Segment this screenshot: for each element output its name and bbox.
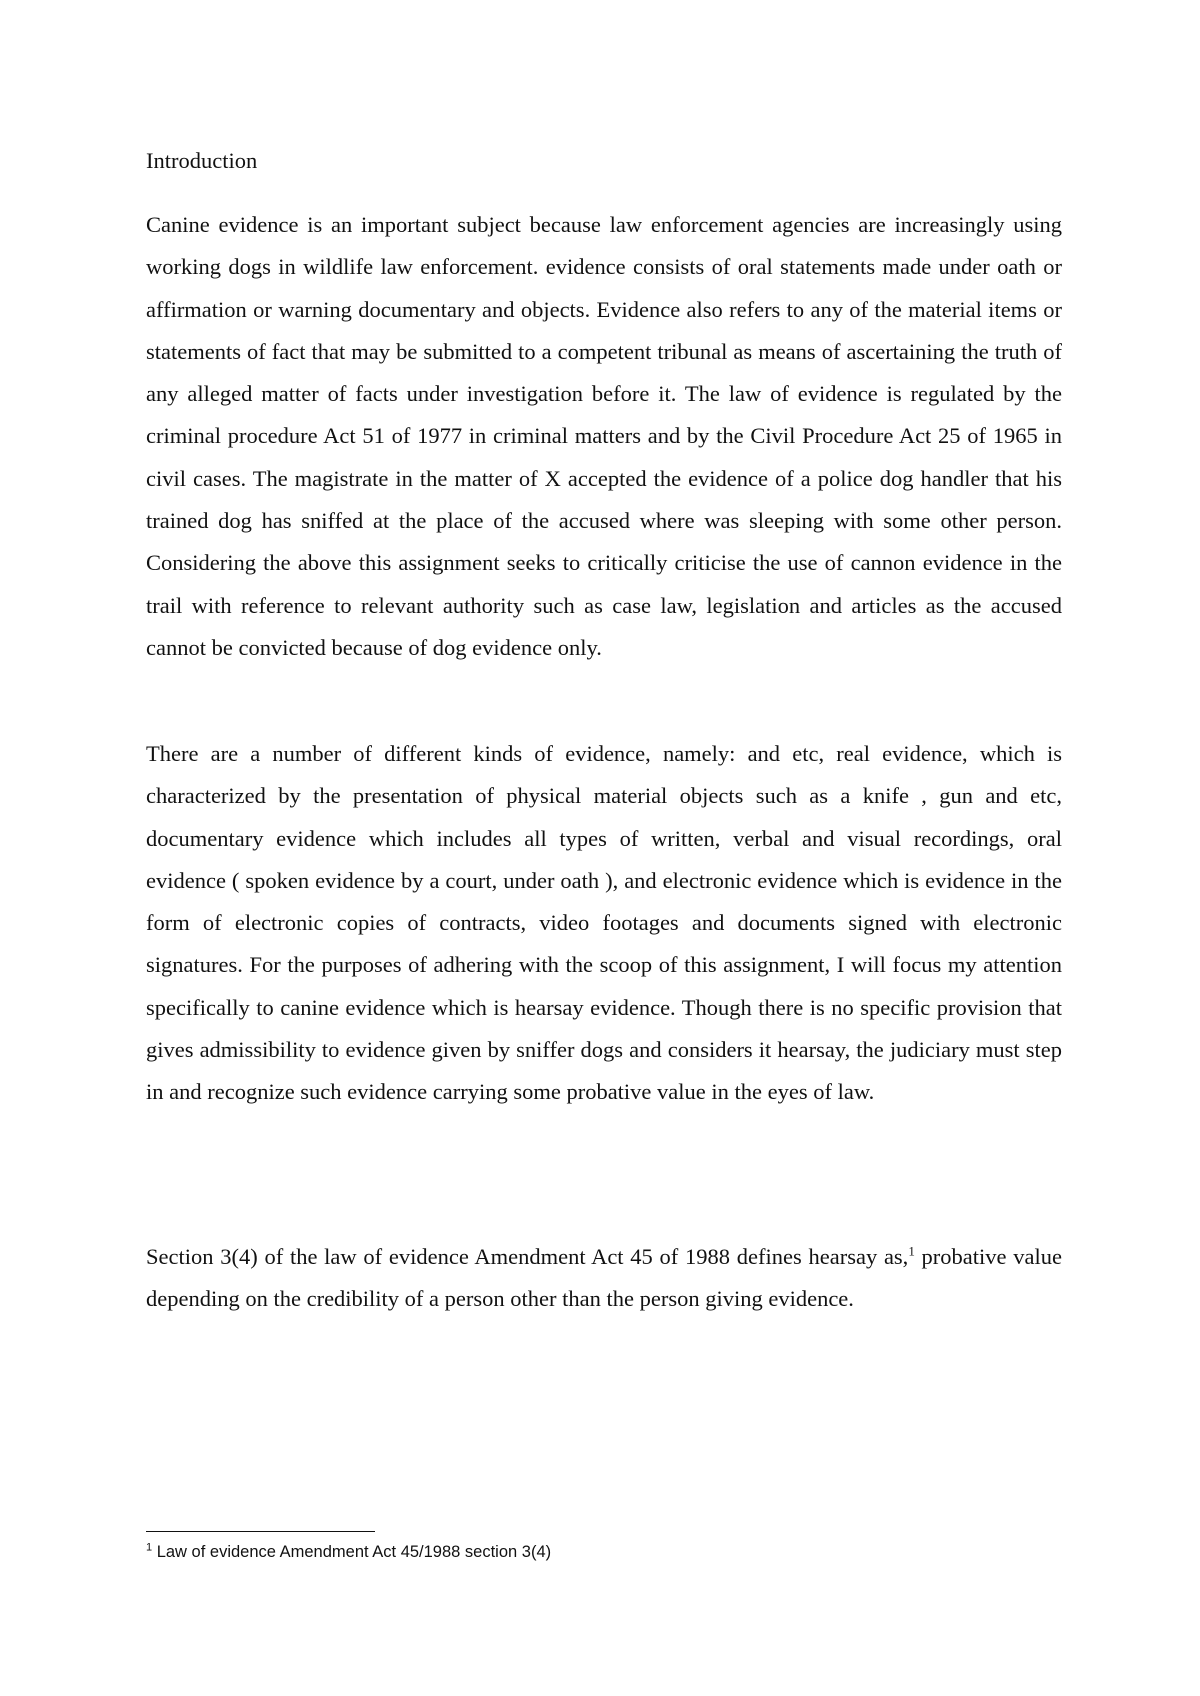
paragraph-3-text-start: Section 3(4) of the law of evidence Amendment Act 45 of 1988 defines hearsay as, <box>146 1244 909 1269</box>
footnote-mark: 1 <box>146 1541 153 1554</box>
body-paragraph-1: Canine evidence is an important subject because law enforcement agencies are increasingly using working dogs in wildlife law enforcement. evidence consists of oral statements made under oath or affirmation or warning documentary and objects. Evidence also refers to any of the material items or statements of fact that may be submitted to a competent tribunal as means of ascertaining the truth of any alleged matter of facts under investigation before it. The law of evidence is regulated by the criminal procedure Act 51 of 1977 in criminal matters and by the Civil Procedure Act 25 of 1965 in civil cases. The magistrate in the matter of X accepted the evidence of a police dog handler that his trained dog has sniffed at the place of the accused where was sleeping with some other person. Considering the above this assignment seeks to critically criticise the use of cannon evidence in the trail with reference to relevant authority such as case law, legislation and articles as the accused cannot be convicted because of dog evidence only. <box>146 212 1062 660</box>
section-heading: Introduction <box>146 148 258 173</box>
body-paragraph-3 <box>146 1236 1062 1321</box>
footnote-reference-mark[interactable]: 1 <box>908 1243 915 1259</box>
footnote-text: Law of evidence Amendment Act 45/1988 section 3(4) <box>152 1543 552 1561</box>
body-paragraph-2: There are a number of different kinds of evidence, namely: and etc, real evidence, which is characterized by the presentation of physical material objects such as a knife , gun and etc, documentary evidence which includes all types of written, verbal and visual recordings, oral evidence ( spoken evidence by a court, under oath ), and electronic evidence which is evidence in the form of electronic copies of contracts, video footages and documents signed with electronic signatures. For the purposes of adhering with the scoop of this assignment, I will focus my attention specifically to canine evidence which is hearsay evidence. Though there is no specific provision that gives admissibility to evidence given by sniffer dogs and considers it hearsay, the judiciary must step in and recognize such evidence carrying some probative value in the eyes of law. <box>146 741 1062 1105</box>
footnote-separator <box>146 1531 375 1532</box>
paragraph-3-text-end: probative value depending on the credibility of a person other than the person giving evidence. <box>146 1244 1062 1312</box>
footnote <box>146 1540 551 1564</box>
